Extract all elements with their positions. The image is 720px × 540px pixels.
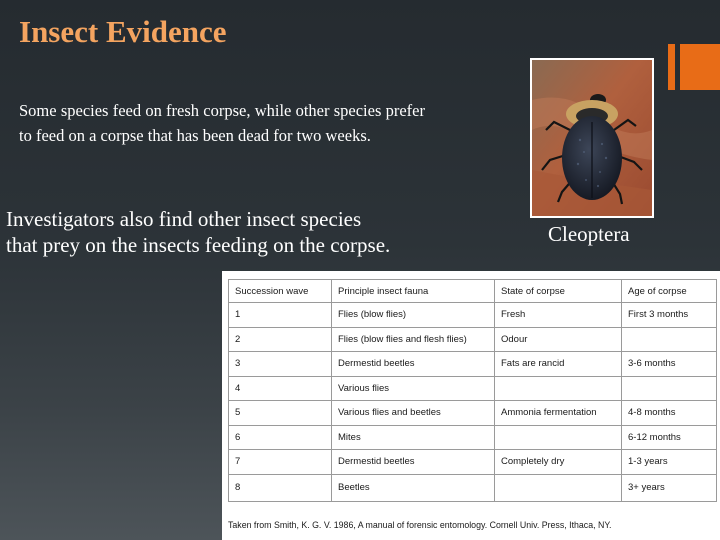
succession-table	[228, 279, 717, 502]
table-row	[229, 450, 717, 475]
cell-state: Ammonia fermentation	[495, 401, 622, 426]
cell-wave: 2	[229, 327, 332, 352]
table-row	[229, 303, 717, 328]
image-caption: Cleoptera	[548, 222, 630, 246]
cell-state: Completely dry	[495, 450, 622, 475]
cell-wave: 4	[229, 376, 332, 401]
table-row	[229, 352, 717, 377]
header-succession-wave: Succession wave	[229, 280, 332, 303]
cell-state	[495, 474, 622, 501]
table-row	[229, 474, 717, 501]
cell-age	[622, 376, 717, 401]
table-row	[229, 401, 717, 426]
cell-fauna: Mites	[332, 425, 495, 450]
beetle-photo-frame	[530, 58, 654, 218]
accent-bar	[668, 44, 675, 90]
header-age-of-corpse: Age of corpse	[622, 280, 717, 303]
slide-title: Insect Evidence	[19, 14, 227, 49]
cell-age: 6-12 months	[622, 425, 717, 450]
intro-paragraph: Some species feed on fresh corpse, while other species prefer to feed on a corpse that has been dead for two weeks.	[19, 101, 425, 145]
header-insect-fauna: Principle insect fauna	[332, 280, 495, 303]
cell-wave: 1	[229, 303, 332, 328]
cell-wave: 3	[229, 352, 332, 377]
succession-table-card	[222, 271, 720, 540]
cell-fauna: Dermestid beetles	[332, 450, 495, 475]
cell-age: 1-3 years	[622, 450, 717, 475]
cell-fauna: Beetles	[332, 474, 495, 501]
cell-state	[495, 425, 622, 450]
accent-box	[680, 44, 720, 90]
cell-fauna: Dermestid beetles	[332, 352, 495, 377]
table-row	[229, 376, 717, 401]
cell-age: 4-8 months	[622, 401, 717, 426]
cell-wave: 6	[229, 425, 332, 450]
cell-state: Fresh	[495, 303, 622, 328]
cell-age	[622, 327, 717, 352]
table-source-citation: Taken from Smith, K. G. V. 1986, A manual of forensic entomology. Cornell Univ. Press, Ithaca, NY.	[228, 520, 612, 530]
cell-wave: 7	[229, 450, 332, 475]
cell-fauna: Various flies and beetles	[332, 401, 495, 426]
predator-paragraph: Investigators also find other insect species that prey on the insects feeding on the corpse.	[6, 207, 391, 257]
cell-age: 3+ years	[622, 474, 717, 501]
cell-wave: 8	[229, 474, 332, 501]
cell-state: Fats are rancid	[495, 352, 622, 377]
table-row	[229, 425, 717, 450]
cell-age: First 3 months	[622, 303, 717, 328]
table-row	[229, 327, 717, 352]
beetle-photo	[532, 60, 652, 216]
cell-fauna: Various flies	[332, 376, 495, 401]
cell-state	[495, 376, 622, 401]
cell-fauna: Flies (blow flies)	[332, 303, 495, 328]
header-state-of-corpse: State of corpse	[495, 280, 622, 303]
cell-age: 3-6 months	[622, 352, 717, 377]
cell-state: Odour	[495, 327, 622, 352]
table-header-row	[229, 280, 717, 303]
cell-fauna: Flies (blow flies and flesh flies)	[332, 327, 495, 352]
cell-wave: 5	[229, 401, 332, 426]
